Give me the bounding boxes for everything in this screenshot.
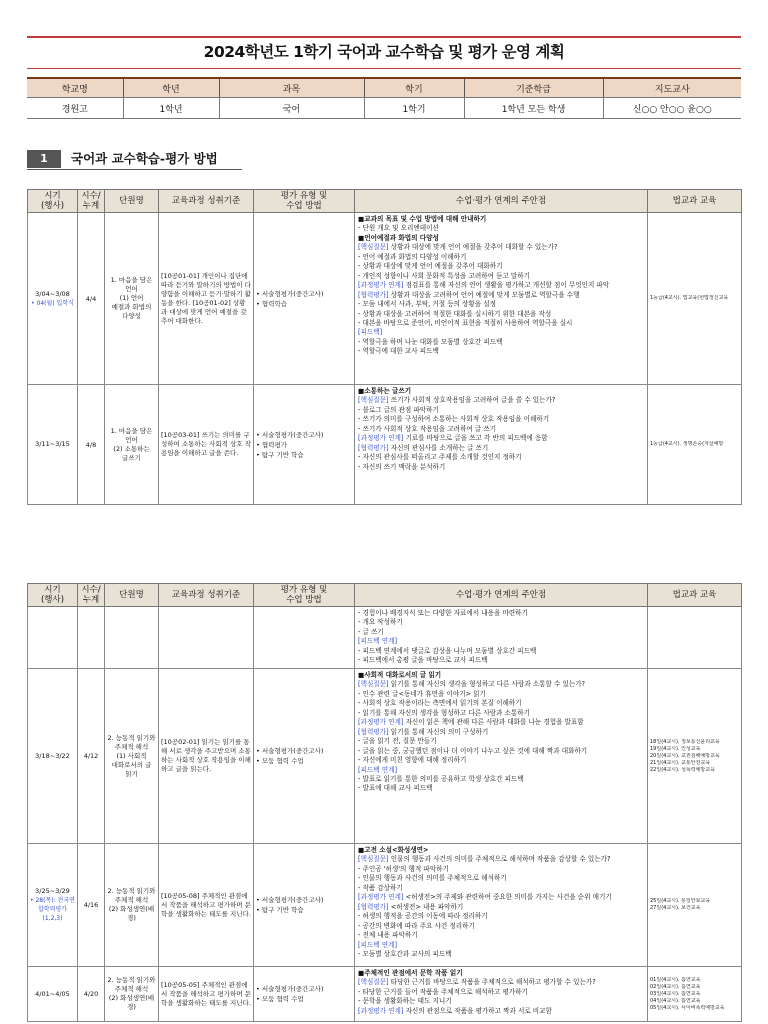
- method-item: • 서술형평가(중간고사): [256, 289, 324, 298]
- method-item: • 탐구 기반 학습: [256, 906, 304, 914]
- info-value-cell: 1학년: [123, 98, 219, 119]
- note-tag: [핵심질문]: [358, 978, 389, 987]
- info-header-cell: 학년: [123, 78, 219, 98]
- plan-row: [28, 385, 742, 505]
- method-cell: [254, 213, 355, 385]
- note-tag: [과정평가 연계]: [358, 893, 404, 902]
- note-line: - 대본을 바탕으로 준언어, 비언어적 표현을 적절히 사용하여 역할극을 실시: [358, 318, 573, 327]
- page-title: 2024학년도 1학기 국어과 교수학습 및 평가 운영 계획: [203, 43, 565, 61]
- note-tag: [핵심질문]: [358, 243, 389, 252]
- note-line: - 역할극을 하며 나눈 대화를 모둠별 상호간 피드백: [358, 337, 503, 346]
- note-line: [핵심질문] 상황과 대상에 맞게 언어 예절을 갖추어 대화할 수 있는가?: [358, 243, 558, 252]
- plan-header-period: 시기 (행사): [28, 190, 78, 213]
- info-header-cell: 기준학급: [464, 78, 603, 98]
- note-tag: [과정평가 연계]: [358, 1006, 404, 1015]
- hours-cell: 4/4: [78, 213, 105, 385]
- law-cell: [648, 844, 742, 967]
- note-line: - 타당한 근거를 들어 작품을 주체적으로 해석하고 평가하기: [358, 987, 528, 996]
- law-item: 22일(4교시). 성폭력예방교육: [650, 766, 715, 773]
- method-item: • 서술형평가(중간고사): [256, 896, 324, 904]
- method-cell: [254, 607, 355, 669]
- period-event: • 04(월) 입학식: [31, 299, 74, 307]
- plan-header-hours: 시수/ 누계: [78, 190, 105, 213]
- law-item: 02일(4교시). 흡연교육: [650, 983, 701, 990]
- plan-header-law: 법교과 교육: [648, 584, 742, 607]
- note-line: - 모둠 내에서 사과, 부탁, 거절 등의 상황을 설정: [358, 300, 496, 309]
- standard-cell: [10공05-08] 주체적인 관점에서 작품을 해석하고 평가하며 문학을 생활화하는 태도를 지닌다.: [159, 844, 254, 967]
- note-line: - 글을 읽기 전, 질문 만들기: [358, 737, 437, 746]
- note-cell: [355, 385, 648, 505]
- note-tag: [협력평가]: [358, 727, 389, 736]
- info-header-cell: 지도교사: [603, 78, 741, 98]
- method-item: • 모둠 협력 수업: [256, 995, 304, 1003]
- note-line: - 공간의 변화에 따라 주요 사건 정리하기: [358, 921, 475, 930]
- note-tag: [과정평가 연계]: [358, 434, 404, 443]
- plan-header-note: 수업·평가 연계의 주안점: [355, 190, 648, 213]
- note-line: - 역할극에 대한 교사 피드백: [358, 347, 439, 356]
- note-line: - 블로그 글의 관점 파악하기: [358, 405, 439, 414]
- period-cell: [28, 844, 78, 967]
- law-item: 18일(4교시). 정보통신윤리교육: [650, 738, 720, 745]
- hours-cell: 4/20: [78, 967, 105, 1022]
- law-cell: [648, 385, 742, 505]
- hours-cell: 4/12: [78, 669, 105, 844]
- method-item: • 서술형평가(중간고사): [256, 747, 324, 755]
- note-tag: [피드백 연계]: [358, 637, 398, 646]
- note-tag: [핵심질문]: [358, 855, 389, 864]
- period-dates: 3/18~3/22: [35, 751, 70, 760]
- method-cell: [254, 669, 355, 844]
- plan-header-row: [28, 190, 742, 213]
- note-cell: [355, 213, 648, 385]
- period-dates: 3/04~3/08: [35, 289, 70, 298]
- note-line: ■고전 소설<화성생연>: [358, 846, 429, 854]
- period-dates: 4/01~4/05: [35, 989, 70, 998]
- note-line: - 주인공 '허생'의 행적 파악하기: [358, 864, 449, 873]
- note-line: [협력평가] <허생전> 내용 파악하기: [358, 902, 464, 911]
- period-cell: [28, 967, 78, 1022]
- note-tag: [피드백]: [358, 328, 383, 337]
- note-line: - 자신의 관심사를 떠올리고 주제를 소개할 것인지 정하기: [358, 453, 522, 462]
- title-top-rule: [27, 36, 741, 38]
- note-line: - 단원 개요 및 오리엔테이션: [358, 224, 439, 233]
- note-line: - 피드백에서 총평 글을 바탕으로 교사 피드백: [358, 656, 488, 665]
- note-line: [핵심질문] 타당한 근거를 바탕으로 작품을 주체적으로 해석하고 평가할 수 있는가?: [358, 978, 596, 987]
- info-value-cell: 1학년 모든 학생: [464, 98, 603, 119]
- hours-cell: 4/8: [78, 385, 105, 505]
- note-line: [과정평가 연계] <허생전>의 주제와 관련하여 중요한 의미를 가지는 사건을 순위 매기기: [358, 893, 612, 902]
- plan-header-method: 평가 유형 및 수업 방법: [254, 584, 355, 607]
- method-cell: [254, 967, 355, 1022]
- section-title: 국어과 교수학습-평가 방법: [71, 151, 218, 166]
- plan-header-hours: 시수/ 누계: [78, 584, 105, 607]
- note-line: [과정평가 연계] 기료를 바탕으로 글을 쓰고 각 반의 피드백에 응함: [358, 434, 548, 443]
- method-item: • 모둠 협력 수업: [256, 757, 304, 765]
- note-line: - 전체 내용 파악하기: [358, 931, 418, 940]
- note-tag: [협력평가]: [358, 290, 389, 299]
- note-line: ■주체적인 관점에서 문학 작품 읽기: [358, 969, 463, 977]
- note-line: [핵심질문] 읽기를 통해 자신의 생각을 형성하고 다른 사람과 소통할 수 있는가?: [358, 680, 586, 689]
- section-underline: [27, 169, 242, 170]
- info-header-cell: 과목: [219, 78, 364, 98]
- info-header-cell: 학기: [364, 78, 464, 98]
- note-line: - 발표에 대해 교사 피드백: [358, 784, 433, 793]
- period-dates: 3/25~3/29: [35, 887, 70, 895]
- plan-header-law: 법교과 교육: [648, 190, 742, 213]
- note-line: [358, 637, 644, 646]
- unit-cell: 1. 마음을 담은 언어 (1) 언어 예절과 화법의 다양성: [105, 213, 159, 385]
- standard-cell: [10공05-05] 주체적인 관점에서 작품을 해석하고 평가하며 문학을 생활화하는 태도를 지닌다.: [159, 967, 254, 1022]
- plan-row: [28, 844, 742, 967]
- note-cell: [355, 967, 648, 1022]
- note-line: - 문학을 생활화하는 태도 지니기: [358, 997, 452, 1006]
- section-heading: [27, 150, 327, 170]
- standard-cell: [10공03-01] 쓰기는 의미를 구성하여 소통하는 사회적 상호 작용임을 이해하고 글을 쓴다.: [159, 385, 254, 505]
- period-dates: 3/11~3/15: [35, 440, 70, 448]
- plan-header-note: 수업·평가 연계의 주안점: [355, 584, 648, 607]
- note-line: [핵심질문] 인물의 행동과 사건의 의미를 주체적으로 해석하며 작품을 감상할 수 있는가?: [358, 855, 611, 864]
- note-tag: [과정평가 연계]: [358, 281, 404, 290]
- note-tag: [과정평가 연계]: [358, 718, 404, 727]
- plan-row: [28, 669, 742, 844]
- info-value-cell: 1학기: [364, 98, 464, 119]
- hours-cell: 4/16: [78, 844, 105, 967]
- standard-cell: [159, 607, 254, 669]
- plan-row: [28, 967, 742, 1022]
- note-line: - 상황과 대상에 맞게 언어 예절을 갖추어 대화하기: [358, 262, 503, 271]
- note-line: - 인수 관련 글<동네가 휴먼을 이야기> 읽기: [358, 689, 486, 698]
- plan-header-unit: 단원명: [105, 584, 159, 607]
- note-line: [과정평가 연계] 자신이 읽은 책에 관해 다른 사람과 대화를 나눈 경험을 발표함: [358, 718, 584, 727]
- law-item: 04일(4교시). 흡연교육: [650, 997, 701, 1004]
- info-table: [27, 77, 741, 119]
- law-item: 1등급(4교시). 생명존중(자살예방: [650, 441, 724, 447]
- plan-header-unit: 단원명: [105, 190, 159, 213]
- note-line: [과정평가 연계] 자신의 관점으로 작품을 평가하고 짝과 서로 비교함: [358, 1006, 552, 1015]
- plan-row: [28, 607, 742, 669]
- note-line: - 발표로 읽기를 통한 의미를 공유하고 학생 상호간 피드백: [358, 774, 524, 783]
- note-line: - 피드백 연계에서 댓글로 감상을 나누며 모둠별 상호간 피드백: [358, 646, 537, 655]
- note-cell: [355, 669, 648, 844]
- note-line: ■사회적 대화로서의 글 읽기: [358, 671, 442, 679]
- note-line: - 모둠별 상호간과 교사의 피드백: [358, 949, 452, 958]
- method-item: • 협력학습: [256, 299, 288, 308]
- note-line: ■소통하는 글쓰기: [358, 387, 412, 395]
- note-cell: [355, 607, 648, 669]
- note-line: [핵심질문] 쓰기가 사회적 상호작용임을 고려하여 글을 쓸 수 있는가?: [358, 396, 556, 405]
- law-item: 01일(4교시). 흡연교육: [650, 976, 701, 983]
- note-tag: [핵심질문]: [358, 680, 389, 689]
- note-line: [협력평가] 상황과 대상을 고려하여 언어 예절에 맞게 모둠별로 역할극을 수행: [358, 290, 580, 299]
- note-line: [358, 941, 644, 950]
- plan-table-1: [27, 189, 742, 505]
- method-item: • 서술형평가(중간고사): [256, 985, 324, 993]
- note-line: - 자신의 쓰기 맥락을 분석하기: [358, 462, 446, 471]
- note-line: - 쓰기가 사회적 상호 작용임을 고려하여 글 쓰기: [358, 424, 497, 433]
- note-line: - 인물의 행동과 사건의 의미를 주체적으로 해석하기: [358, 874, 507, 883]
- note-tag: [협력평가]: [358, 902, 389, 911]
- standard-cell: [10공01-01] 개인이나 집단에 따라 듣기와 말하기의 방법이 다양함을 이해하고 듣기·말하기 활동을 한다. [10공01-02] 상황과 대상에 맞게 언어 예절을 갖추어 대화한다.: [159, 213, 254, 385]
- law-item: 25일(4교시). 통일안보교육: [650, 898, 711, 904]
- hours-cell: [78, 607, 105, 669]
- plan-row: [28, 213, 742, 385]
- unit-cell: 2. 능동적 읽기와 주체적 해석 (2) 화성생연(배경): [105, 844, 159, 967]
- note-line: - 사회적 상호 작용이라는 측면에서 읽기의 본질 이해하기: [358, 699, 522, 708]
- unit-cell: 1. 마음을 담은 언어 (2) 소통하는 글쓰기: [105, 385, 159, 505]
- method-item: • 협력평가: [256, 440, 288, 449]
- note-line: - 글 쓰기: [358, 627, 384, 636]
- note-line: - 허생의 행적을 공간의 이동에 따라 정리하기: [358, 912, 488, 921]
- law-item: 05일(4교시). 사이버폭력예방교육: [650, 1004, 725, 1011]
- plan-header-standard: 교육과정 성취기준: [159, 584, 254, 607]
- info-header-row: [27, 78, 741, 98]
- note-line: ■교과의 목표 및 수업 방법에 대해 안내하기: [358, 215, 487, 223]
- note-line: [협력평가] 읽기를 통해 자신의 의미 구성하기: [358, 727, 489, 736]
- note-line: ■언어예절과 화법의 다양성: [358, 233, 439, 242]
- plan-header-standard: 교육과정 성취기준: [159, 190, 254, 213]
- note-line: - 작품 감상하기: [358, 883, 403, 892]
- note-line: - 글을 읽는 중, 궁금했던 점이나 더 이야기 나누고 싶은 것에 대해 짝과 대화하기: [358, 746, 588, 755]
- note-tag: [피드백 연계]: [358, 940, 398, 949]
- plan-header-row: [28, 584, 742, 607]
- law-cell: [648, 607, 742, 669]
- info-value-cell: 국어: [219, 98, 364, 119]
- period-cell: [28, 385, 78, 505]
- note-line: - 읽기를 통해 자신의 생각을 형성하고 다른 사람과 소통하기: [358, 708, 531, 717]
- info-header-cell: 학교명: [27, 78, 123, 98]
- note-line: - 개요 작성하기: [358, 618, 403, 627]
- note-line: - 언어 예절과 화법의 다양성 이해하기: [358, 252, 467, 261]
- info-value-cell: 경원고: [27, 98, 123, 119]
- law-item: 27일(4교시). 보건교육: [650, 905, 701, 911]
- note-line: - 쓰기가 의미를 구성하여 소통하는 사회적 상호 작용임을 이해하기: [358, 415, 550, 424]
- unit-cell: [105, 607, 159, 669]
- law-item: 21일(4교시). 교통안전교육: [650, 759, 711, 766]
- law-cell: [648, 669, 742, 844]
- info-value-row: [27, 98, 741, 119]
- note-line: [협력평가] 자신의 관심사를 소개하는 글 쓰기: [358, 443, 489, 452]
- unit-cell: 2. 능동적 읽기와 주체적 해석 (1) 사회적 대화로서의 글 읽기: [105, 669, 159, 844]
- note-line: - 자신에게 미친 영향에 대해 정리하기: [358, 756, 467, 765]
- plan-header-period: 시기 (행사): [28, 584, 78, 607]
- law-cell: [648, 967, 742, 1022]
- note-line: - 경험이나 배경지식 또는 다양한 자료에서 내용을 마련하기: [358, 609, 528, 617]
- period-cell: [28, 213, 78, 385]
- info-value-cell: 신○○ 안○○ 윤○○: [603, 98, 741, 119]
- law-item: 1등급(4교시). 법교육(헌법정신교육: [650, 295, 729, 301]
- plan-table-2: [27, 583, 742, 1022]
- note-tag: [협력평가]: [358, 443, 389, 452]
- period-event: • 28(목): 전국연합학력평가(1,2,3): [30, 897, 75, 922]
- section-number: 1: [27, 150, 61, 168]
- method-cell: [254, 844, 355, 967]
- law-item: 03일(4교시). 흡연교육: [650, 990, 701, 997]
- method-item: • 탐구 기반 학습: [256, 450, 304, 459]
- plan-header-method: 평가 유형 및 수업 방법: [254, 190, 355, 213]
- note-cell: [355, 844, 648, 967]
- law-cell: [648, 213, 742, 385]
- note-line: [358, 766, 644, 775]
- period-cell: [28, 607, 78, 669]
- note-tag: [핵심질문]: [358, 396, 389, 405]
- note-tag: [피드백 연계]: [358, 765, 398, 774]
- note-line: [358, 328, 644, 337]
- note-line: - 개인적 성향이나 사회 문화적 특성을 고려하여 듣고 말하기: [358, 271, 531, 280]
- unit-cell: 2. 능동적 읽기와 주체적 해석 (2) 화성생연(배경): [105, 967, 159, 1022]
- method-cell: [254, 385, 355, 505]
- law-item: 19일(4교시). 인성교육: [650, 745, 701, 752]
- period-cell: [28, 669, 78, 844]
- standard-cell: [10공02-01] 읽기는 읽기를 통해 서로 생각을 주고받으며 소통하는 사회적 상호 작용임을 이해하고 글을 읽는다.: [159, 669, 254, 844]
- title-bottom-rule: [27, 68, 741, 69]
- note-line: [과정평가 연계] 점검표를 통해 자신의 언어 생활을 평가하고 개선할 점이 무엇인지 파악: [358, 281, 610, 290]
- method-item: • 서술형평가(중간고사): [256, 430, 324, 439]
- law-item: 20일(4교시). 교권침해예방교육: [650, 752, 720, 759]
- note-line: - 상황과 대상을 고려하여 적절한 대화를 실시하기 위한 대본을 작성: [358, 309, 552, 318]
